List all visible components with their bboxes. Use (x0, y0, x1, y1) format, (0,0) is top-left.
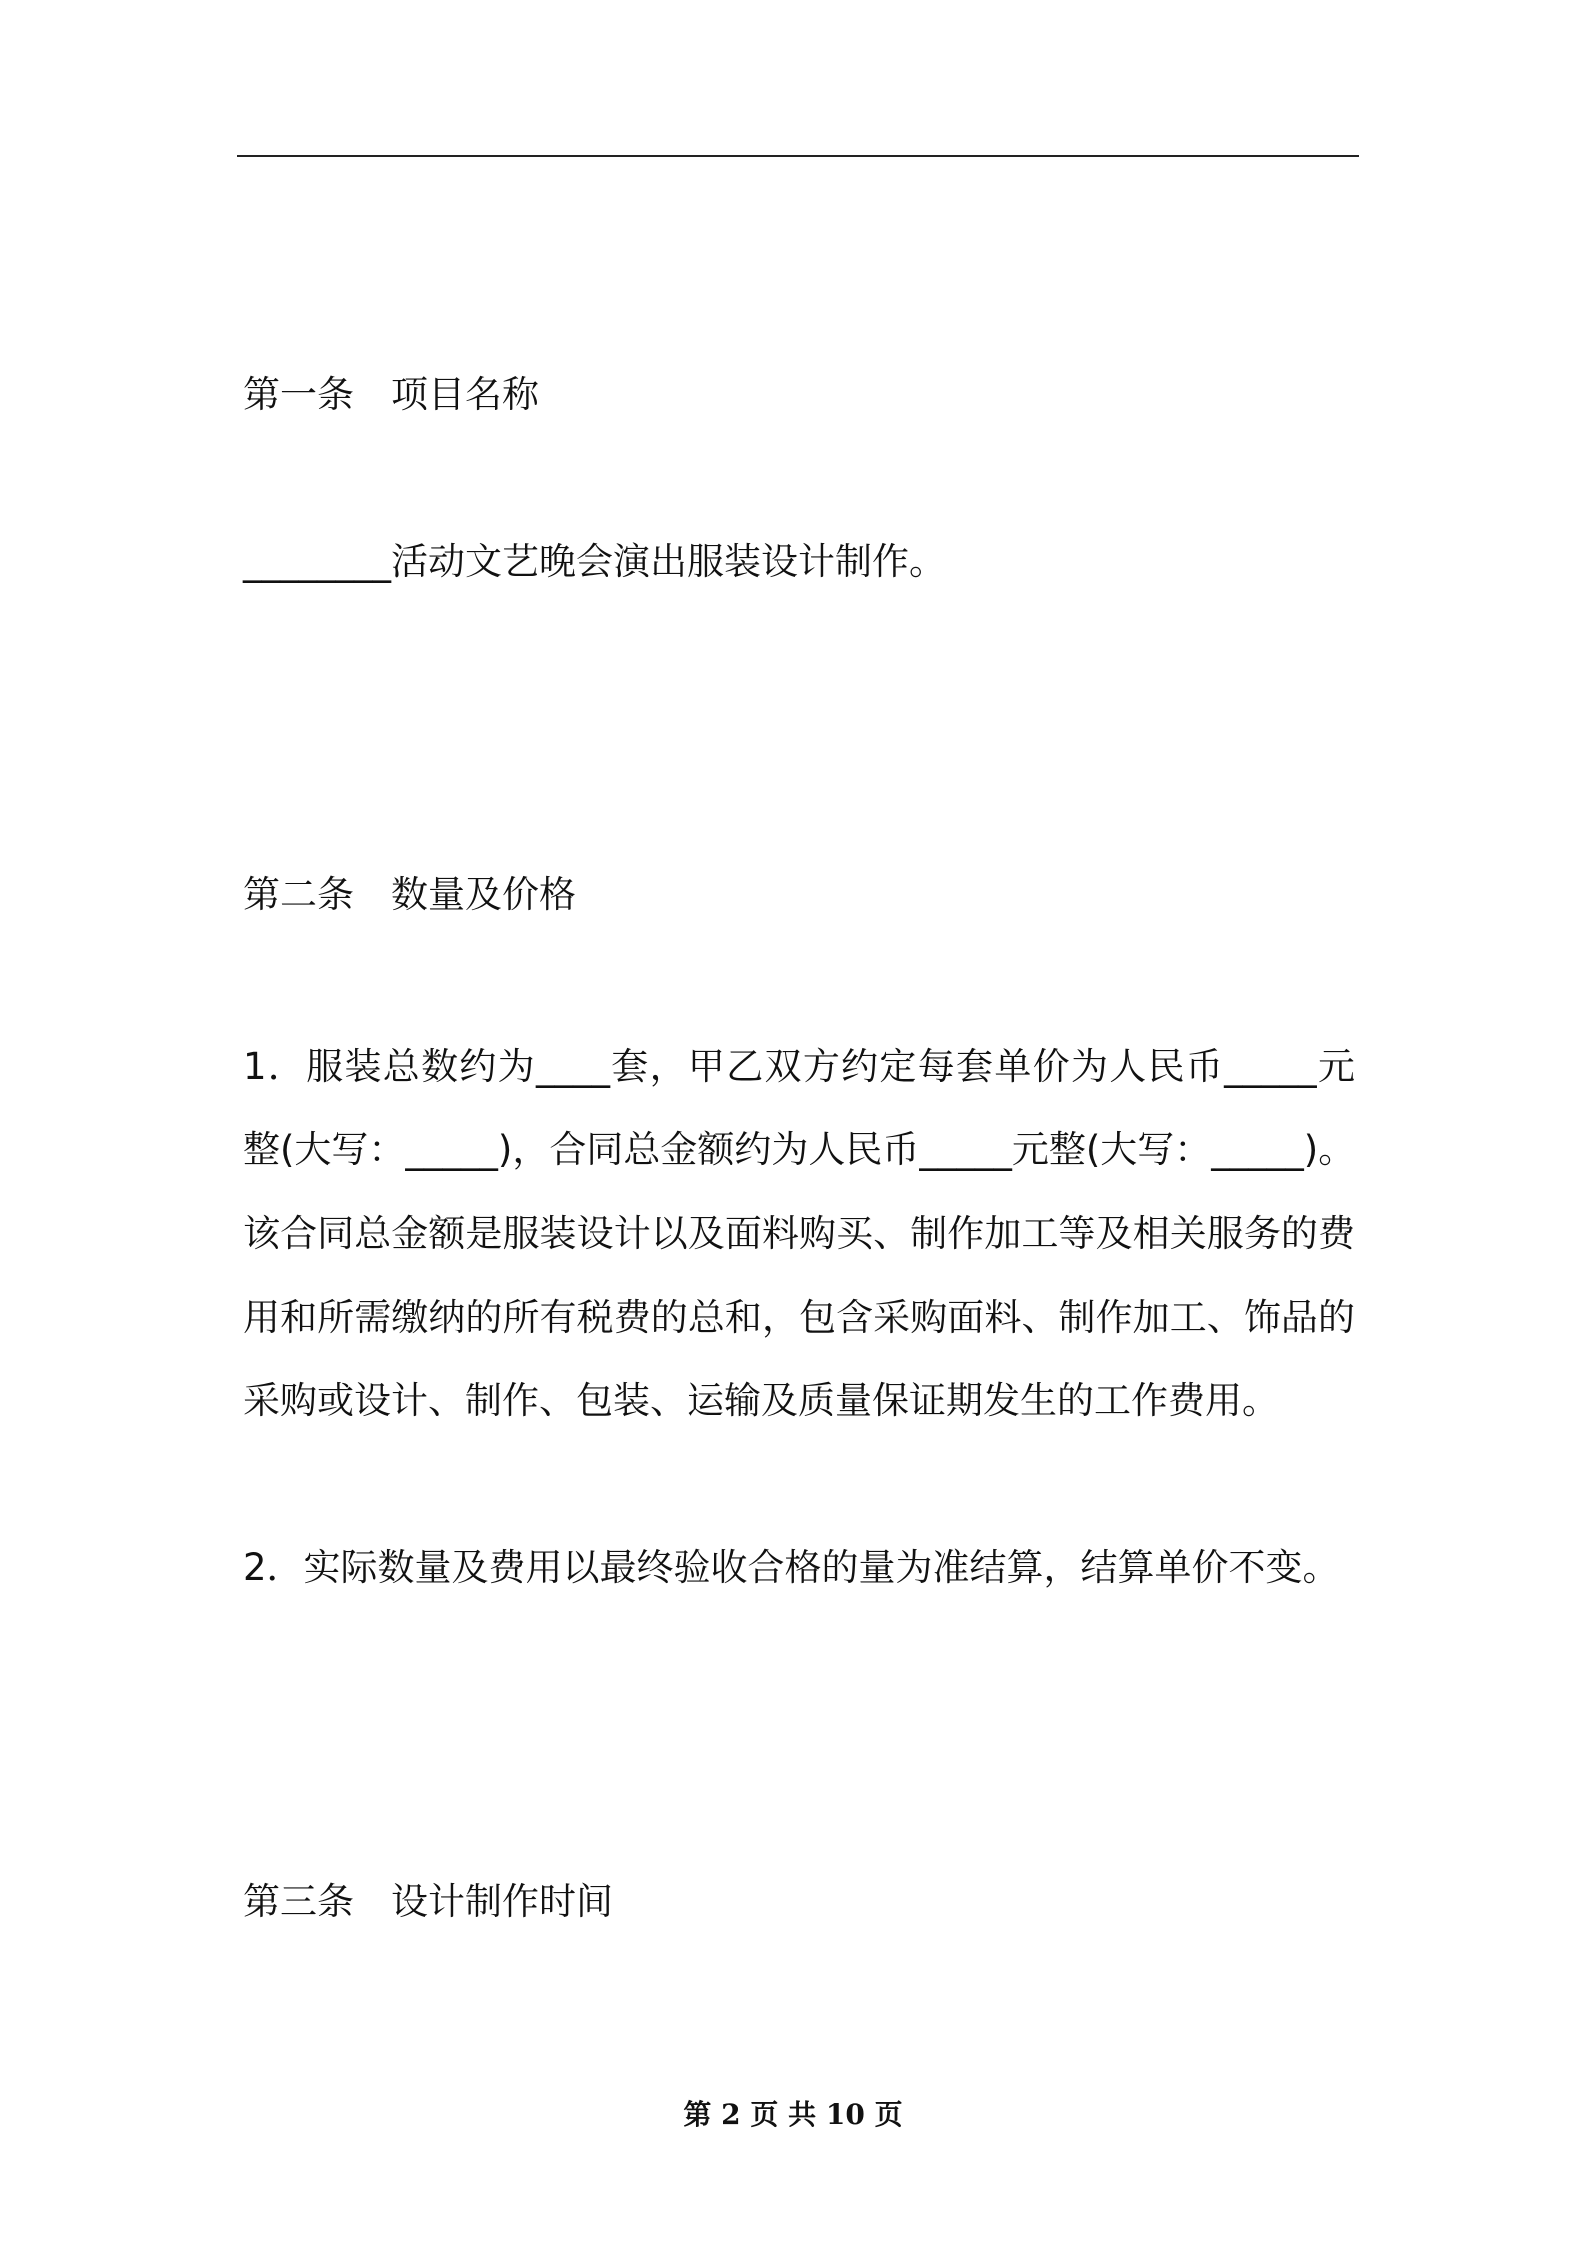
article2-item1-line: 该合同总金额是服装设计以及面料购买、制作加工等及相关服务的费 (243, 1212, 1355, 1255)
article2-item1-line: 1．服装总数约为____套，甲乙双方约定每套单价为人民币_____元 (243, 1045, 1355, 1088)
article2-item1-line: 采购或设计、制作、包装、运输及质量保证期发生的工作费用。 (243, 1379, 1279, 1422)
page-number: 第 2 页 共 10 页 (683, 2098, 903, 2131)
article2-item1-line: 整(大写：_____)，合同总金额约为人民币_____元整(大写：_____)。 (243, 1128, 1356, 1171)
article1-heading: 第一条 项目名称 (243, 373, 539, 416)
article1-body: ________活动文艺晚会演出服装设计制作。 (243, 540, 946, 583)
article2-item2: 2．实际数量及费用以最终验收合格的量为准结算，结算单价不变。 (243, 1546, 1340, 1589)
article2-heading: 第二条 数量及价格 (243, 873, 576, 916)
article2-item1-line: 用和所需缴纳的所有税费的总和，包含采购面料、制作加工、饰品的 (243, 1296, 1355, 1339)
article3-heading: 第三条 设计制作时间 (243, 1880, 613, 1923)
header-rule (237, 155, 1359, 157)
